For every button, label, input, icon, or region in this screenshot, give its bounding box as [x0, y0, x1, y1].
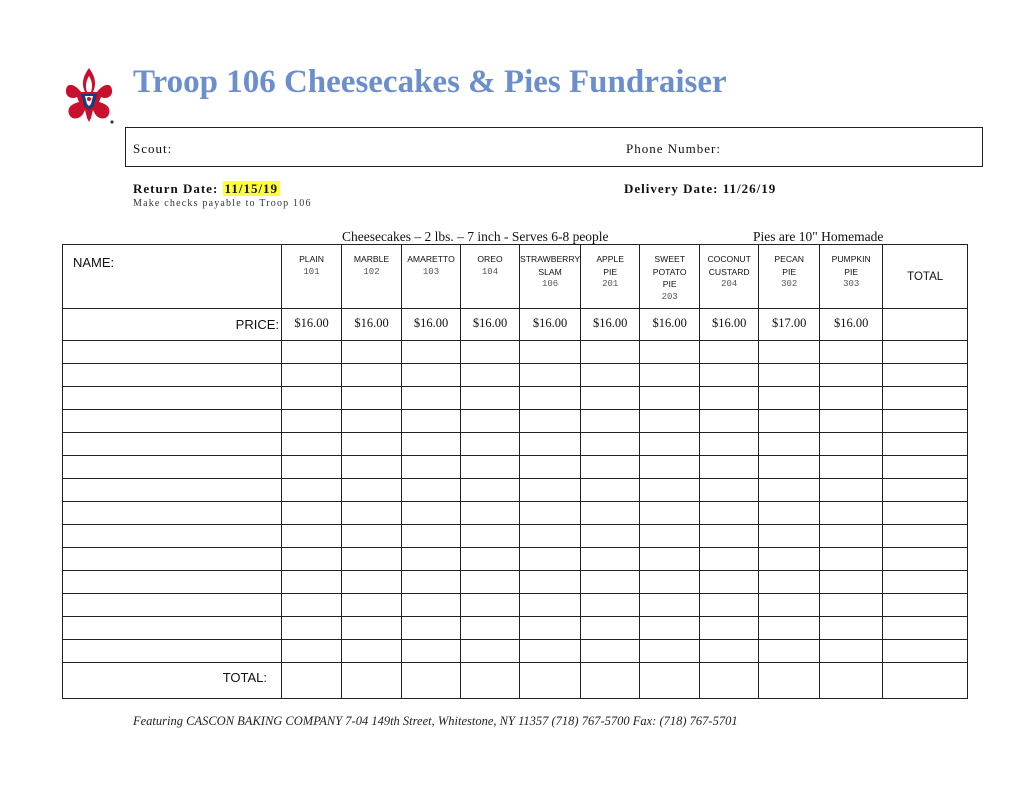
delivery-date: [624, 181, 776, 197]
quantity-cell[interactable]: [461, 341, 520, 364]
quantity-cell[interactable]: [820, 410, 883, 433]
column-total-cell[interactable]: [700, 663, 759, 699]
quantity-cell[interactable]: [282, 594, 342, 617]
quantity-cell[interactable]: [820, 594, 883, 617]
column-total-cell[interactable]: [759, 663, 820, 699]
quantity-cell[interactable]: [520, 594, 581, 617]
scout-fleur-de-lis-icon: [63, 66, 115, 124]
product-price: $17.00: [759, 309, 820, 341]
product-header: [759, 245, 820, 309]
quantity-cell[interactable]: [581, 387, 640, 410]
quantity-cell[interactable]: [640, 617, 700, 640]
customer-name-cell[interactable]: [63, 456, 282, 479]
product-price: $16.00: [282, 309, 342, 341]
quantity-cell[interactable]: [282, 640, 342, 663]
quantity-cell[interactable]: [520, 479, 581, 502]
product-name-line: POTATO: [652, 266, 687, 277]
product-code: 204: [721, 279, 738, 289]
quantity-cell[interactable]: [282, 548, 342, 571]
product-price: $16.00: [461, 309, 520, 341]
product-price: $16.00: [581, 309, 640, 341]
quantity-cell[interactable]: [581, 617, 640, 640]
quantity-cell[interactable]: [759, 433, 820, 456]
quantity-cell[interactable]: [581, 548, 640, 571]
customer-name-cell[interactable]: [63, 479, 282, 502]
column-total-cell[interactable]: [402, 663, 461, 699]
quantity-cell[interactable]: [461, 364, 520, 387]
quantity-cell[interactable]: [700, 364, 759, 387]
order-entry-row: [63, 548, 968, 571]
quantity-cell[interactable]: [461, 433, 520, 456]
quantity-cell[interactable]: [640, 387, 700, 410]
product-header: [581, 245, 640, 309]
quantity-cell[interactable]: [759, 594, 820, 617]
quantity-cell[interactable]: [461, 548, 520, 571]
quantity-cell[interactable]: [461, 617, 520, 640]
quantity-cell[interactable]: [520, 341, 581, 364]
quantity-cell[interactable]: [461, 410, 520, 433]
quantity-cell[interactable]: [759, 341, 820, 364]
customer-name-cell[interactable]: [63, 617, 282, 640]
product-name-line: PIE: [782, 266, 797, 277]
product-name-line: AMARETTO: [407, 254, 455, 264]
customer-name-cell[interactable]: [63, 387, 282, 410]
quantity-cell[interactable]: [282, 410, 342, 433]
quantity-cell[interactable]: [402, 387, 461, 410]
product-name-line: COCONUT: [707, 254, 751, 264]
price-row: [63, 309, 968, 341]
row-total-cell[interactable]: [883, 410, 968, 433]
quantity-cell[interactable]: [759, 548, 820, 571]
product-header: [282, 245, 342, 309]
product-name-line: PUMPKIN: [831, 254, 871, 264]
row-total-cell[interactable]: [883, 525, 968, 548]
quantity-cell[interactable]: [402, 341, 461, 364]
quantity-cell[interactable]: [820, 433, 883, 456]
quantity-cell[interactable]: [342, 594, 402, 617]
quantity-cell[interactable]: [700, 387, 759, 410]
customer-name-cell[interactable]: [63, 341, 282, 364]
cheesecakes-caption: Cheesecakes – 2 lbs. – 7 inch - Serves 6-8 people: [342, 229, 609, 244]
order-entry-row: [63, 433, 968, 456]
quantity-cell[interactable]: [402, 571, 461, 594]
customer-name-cell[interactable]: [63, 364, 282, 387]
quantity-cell[interactable]: [759, 456, 820, 479]
column-total-cell[interactable]: [342, 663, 402, 699]
quantity-cell[interactable]: [520, 410, 581, 433]
quantity-cell[interactable]: [342, 479, 402, 502]
product-code: 203: [661, 291, 678, 302]
quantity-cell[interactable]: [402, 525, 461, 548]
product-name-line: PLAIN: [299, 254, 324, 264]
quantity-cell[interactable]: [759, 479, 820, 502]
quantity-cell[interactable]: [282, 571, 342, 594]
scout-label: Scout:: [133, 141, 173, 156]
order-entry-row: [63, 594, 968, 617]
order-entry-row: [63, 364, 968, 387]
column-total-cell[interactable]: [883, 663, 968, 699]
quantity-cell[interactable]: [759, 410, 820, 433]
quantity-cell[interactable]: [640, 502, 700, 525]
quantity-cell[interactable]: [342, 341, 402, 364]
product-header: [820, 245, 883, 309]
quantity-cell[interactable]: [581, 525, 640, 548]
total-header: TOTAL: [883, 245, 968, 309]
scout-info-box: [125, 127, 983, 167]
quantity-cell[interactable]: [581, 341, 640, 364]
product-code: 102: [363, 266, 380, 277]
customer-name-cell[interactable]: [63, 640, 282, 663]
quantity-cell[interactable]: [640, 410, 700, 433]
delivery-date-value: 11/26/19: [722, 181, 777, 196]
quantity-cell[interactable]: [461, 479, 520, 502]
column-total-cell[interactable]: [820, 663, 883, 699]
quantity-cell[interactable]: [581, 479, 640, 502]
quantity-cell[interactable]: [820, 548, 883, 571]
quantity-cell[interactable]: [700, 548, 759, 571]
quantity-cell[interactable]: [461, 525, 520, 548]
order-entry-row: [63, 479, 968, 502]
product-code: 302: [781, 279, 798, 289]
row-total-cell[interactable]: [883, 617, 968, 640]
quantity-cell[interactable]: [700, 617, 759, 640]
quantity-cell[interactable]: [282, 364, 342, 387]
quantity-cell[interactable]: [759, 571, 820, 594]
quantity-cell[interactable]: [461, 387, 520, 410]
quantity-cell[interactable]: [640, 571, 700, 594]
quantity-cell[interactable]: [282, 479, 342, 502]
totals-row: [63, 663, 968, 699]
product-price: $16.00: [700, 309, 759, 341]
quantity-cell[interactable]: [700, 479, 759, 502]
row-total-cell[interactable]: [883, 364, 968, 387]
quantity-cell[interactable]: [640, 594, 700, 617]
quantity-cell[interactable]: [820, 387, 883, 410]
price-total-cell[interactable]: [883, 309, 968, 341]
product-name-line: PIE: [844, 266, 859, 277]
column-total-cell[interactable]: [461, 663, 520, 699]
quantity-cell[interactable]: [700, 410, 759, 433]
quantity-cell[interactable]: [581, 433, 640, 456]
column-total-cell[interactable]: [640, 663, 700, 699]
quantity-cell[interactable]: [759, 502, 820, 525]
quantity-cell[interactable]: [640, 525, 700, 548]
quantity-cell[interactable]: [282, 387, 342, 410]
quantity-cell[interactable]: [700, 502, 759, 525]
price-label: PRICE:: [63, 309, 282, 341]
quantity-cell[interactable]: [759, 525, 820, 548]
checks-payable-note: Make checks payable to Troop 106: [133, 198, 312, 209]
quantity-cell[interactable]: [282, 341, 342, 364]
row-total-cell[interactable]: [883, 433, 968, 456]
quantity-cell[interactable]: [759, 640, 820, 663]
quantity-cell[interactable]: [402, 410, 461, 433]
product-code: 201: [602, 279, 619, 289]
product-price: $16.00: [520, 309, 581, 341]
quantity-cell[interactable]: [342, 502, 402, 525]
quantity-cell[interactable]: [402, 502, 461, 525]
quantity-cell[interactable]: [402, 364, 461, 387]
row-total-cell[interactable]: [883, 387, 968, 410]
order-entry-row: [63, 387, 968, 410]
order-entry-row: [63, 456, 968, 479]
quantity-cell[interactable]: [402, 456, 461, 479]
quantity-cell[interactable]: [402, 548, 461, 571]
quantity-cell[interactable]: [520, 502, 581, 525]
quantity-cell[interactable]: [581, 410, 640, 433]
customer-name-cell[interactable]: [63, 502, 282, 525]
product-price: $16.00: [640, 309, 700, 341]
customer-name-cell[interactable]: [63, 548, 282, 571]
quantity-cell[interactable]: [520, 617, 581, 640]
quantity-cell[interactable]: [640, 640, 700, 663]
row-total-cell[interactable]: [883, 571, 968, 594]
quantity-cell[interactable]: [520, 548, 581, 571]
order-entry-row: [63, 502, 968, 525]
quantity-cell[interactable]: [820, 617, 883, 640]
row-total-cell[interactable]: [883, 594, 968, 617]
table-header-row: [63, 245, 968, 309]
quantity-cell[interactable]: [820, 640, 883, 663]
quantity-cell[interactable]: [282, 456, 342, 479]
product-name-line: PECAN: [774, 254, 804, 264]
name-header: NAME:: [63, 245, 282, 309]
phone-number-label: Phone Number:: [626, 141, 721, 156]
quantity-cell[interactable]: [820, 525, 883, 548]
quantity-cell[interactable]: [402, 594, 461, 617]
quantity-cell[interactable]: [700, 341, 759, 364]
quantity-cell[interactable]: [759, 617, 820, 640]
order-entry-row: [63, 617, 968, 640]
quantity-cell[interactable]: [282, 433, 342, 456]
quantity-cell[interactable]: [820, 456, 883, 479]
row-total-cell[interactable]: [883, 479, 968, 502]
quantity-cell[interactable]: [402, 433, 461, 456]
quantity-cell[interactable]: [581, 456, 640, 479]
product-name-line: SLAM: [538, 266, 562, 277]
quantity-cell[interactable]: [640, 341, 700, 364]
row-total-cell[interactable]: [883, 502, 968, 525]
customer-name-cell[interactable]: [63, 433, 282, 456]
product-header: [700, 245, 759, 309]
product-code: 104: [481, 266, 499, 277]
product-name-line: MARBLE: [353, 254, 390, 264]
quantity-cell[interactable]: [581, 594, 640, 617]
row-total-cell[interactable]: [883, 548, 968, 571]
product-name-line: STRAWBERRY: [520, 254, 581, 264]
product-price: $16.00: [402, 309, 461, 341]
quantity-cell[interactable]: [282, 525, 342, 548]
quantity-cell[interactable]: [700, 571, 759, 594]
order-entry-row: [63, 410, 968, 433]
product-price: $16.00: [342, 309, 402, 341]
customer-name-cell[interactable]: [63, 571, 282, 594]
quantity-cell[interactable]: [640, 456, 700, 479]
quantity-cell[interactable]: [282, 617, 342, 640]
quantity-cell[interactable]: [402, 479, 461, 502]
quantity-cell[interactable]: [461, 502, 520, 525]
quantity-cell[interactable]: [700, 456, 759, 479]
product-header: [402, 245, 461, 309]
return-date-value: 11/15/19: [224, 181, 279, 196]
quantity-cell[interactable]: [402, 617, 461, 640]
quantity-cell[interactable]: [820, 502, 883, 525]
return-date-label: Return Date:: [133, 181, 219, 196]
quantity-cell[interactable]: [342, 548, 402, 571]
quantity-cell[interactable]: [402, 640, 461, 663]
quantity-cell[interactable]: [759, 364, 820, 387]
quantity-cell[interactable]: [342, 571, 402, 594]
order-table: [62, 244, 968, 699]
row-total-cell[interactable]: [883, 456, 968, 479]
quantity-cell[interactable]: [342, 525, 402, 548]
quantity-cell[interactable]: [700, 525, 759, 548]
product-header: [461, 245, 520, 309]
quantity-cell[interactable]: [640, 364, 700, 387]
product-code: 303: [843, 279, 860, 289]
quantity-cell[interactable]: [520, 433, 581, 456]
order-entry-row: [63, 640, 968, 663]
quantity-cell[interactable]: [581, 502, 640, 525]
quantity-cell[interactable]: [640, 479, 700, 502]
quantity-cell[interactable]: [640, 548, 700, 571]
column-total-cell[interactable]: [282, 663, 342, 699]
quantity-cell[interactable]: [342, 387, 402, 410]
row-total-cell[interactable]: [883, 341, 968, 364]
quantity-cell[interactable]: [520, 640, 581, 663]
quantity-cell[interactable]: [461, 640, 520, 663]
product-name-line: PIE: [603, 266, 618, 277]
column-total-cell[interactable]: [581, 663, 640, 699]
product-name-line: OREO: [477, 254, 503, 264]
product-header: [640, 245, 700, 309]
quantity-cell[interactable]: [700, 433, 759, 456]
quantity-cell[interactable]: [520, 525, 581, 548]
quantity-cell[interactable]: [461, 456, 520, 479]
quantity-cell[interactable]: [759, 387, 820, 410]
quantity-cell[interactable]: [700, 640, 759, 663]
product-header: [520, 245, 581, 309]
delivery-date-label: Delivery Date:: [624, 181, 719, 196]
quantity-cell[interactable]: [342, 410, 402, 433]
product-price: $16.00: [820, 309, 883, 341]
quantity-cell[interactable]: [342, 433, 402, 456]
quantity-cell[interactable]: [820, 479, 883, 502]
return-date: [133, 181, 280, 197]
quantity-cell[interactable]: [581, 364, 640, 387]
row-total-cell[interactable]: [883, 640, 968, 663]
totals-label: TOTAL:: [63, 663, 282, 699]
quantity-cell[interactable]: [820, 571, 883, 594]
quantity-cell[interactable]: [820, 341, 883, 364]
page-title: Troop 106 Cheesecakes & Pies Fundraiser: [133, 64, 727, 100]
quantity-cell[interactable]: [342, 456, 402, 479]
product-name-line: SWEET: [654, 254, 685, 264]
quantity-cell[interactable]: [520, 387, 581, 410]
product-code: 103: [422, 266, 440, 277]
quantity-cell[interactable]: [461, 594, 520, 617]
quantity-cell[interactable]: [520, 571, 581, 594]
pies-caption: Pies are 10" Homemade: [753, 229, 884, 244]
product-name-line: CUSTARD: [708, 266, 750, 277]
quantity-cell[interactable]: [581, 571, 640, 594]
customer-name-cell[interactable]: [63, 594, 282, 617]
order-entry-row: [63, 341, 968, 364]
quantity-cell[interactable]: [342, 364, 402, 387]
customer-name-cell[interactable]: [63, 525, 282, 548]
footer-bakery-info: Featuring CASCON BAKING COMPANY 7-04 149th Street, Whitestone, NY 11357 (718) 767-5700 Fax: (718) 767-5701: [133, 714, 738, 728]
quantity-cell[interactable]: [700, 594, 759, 617]
column-total-cell[interactable]: [520, 663, 581, 699]
quantity-cell[interactable]: [342, 640, 402, 663]
product-header: [342, 245, 402, 309]
quantity-cell[interactable]: [581, 640, 640, 663]
order-entry-row: [63, 525, 968, 548]
customer-name-cell[interactable]: [63, 410, 282, 433]
quantity-cell[interactable]: [820, 364, 883, 387]
quantity-cell[interactable]: [342, 617, 402, 640]
quantity-cell[interactable]: [520, 456, 581, 479]
order-entry-row: [63, 571, 968, 594]
quantity-cell[interactable]: [461, 571, 520, 594]
product-code: 101: [303, 266, 320, 277]
quantity-cell[interactable]: [520, 364, 581, 387]
product-name-line: APPLE: [596, 254, 625, 264]
quantity-cell[interactable]: [640, 433, 700, 456]
quantity-cell[interactable]: [282, 502, 342, 525]
product-code: 106: [541, 279, 559, 289]
product-name-line: PIE: [662, 279, 677, 289]
